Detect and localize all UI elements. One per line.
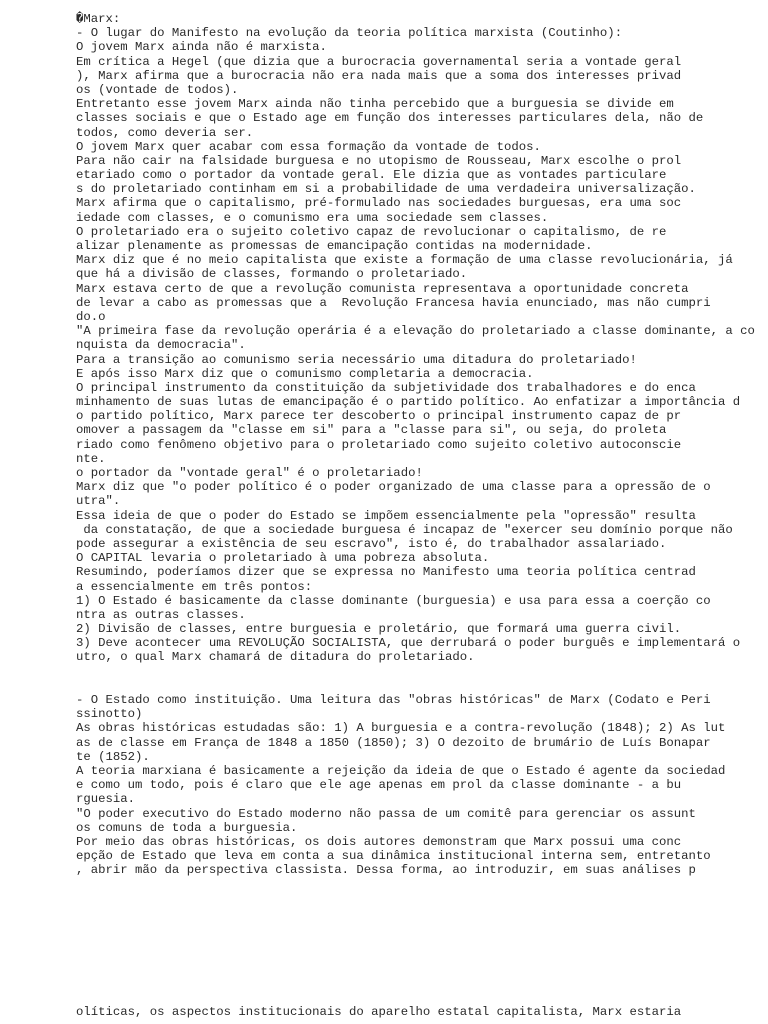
text-line: nquista da democracia".	[76, 338, 246, 353]
text-line: "O poder executivo do Estado moderno não passa de um comitê para gerenciar os assunt	[76, 806, 696, 821]
text-line: pode assegurar a existência de seu escravo", isto é, do trabalhador assalariado.	[76, 536, 667, 551]
text-line: As obras históricas estudadas são: 1) A burguesia e a contra-revolução (1848); 2) As lut	[76, 721, 726, 736]
text-line: utra".	[76, 494, 121, 509]
text-line: da constatação, de que a sociedade burguesa é incapaz de "exercer seu domínio porque não	[76, 522, 733, 537]
text-line: E após isso Marx diz que o comunismo completaria a democracia.	[76, 366, 534, 381]
text-line: que há a divisão de classes, formando o proletariado.	[76, 267, 468, 282]
document-body	[76, 12, 768, 877]
text-line: "A primeira fase da revolução operária é a elevação do proletariado a classe dominante, a co	[76, 324, 755, 339]
text-line: rguesia.	[76, 792, 136, 807]
text-line: Resumindo, poderíamos dizer que se expressa no Manifesto uma teoria política centrad	[76, 565, 696, 580]
text-line: omover a passagem da "classe em si" para a "classe para si", ou seja, do proleta	[76, 423, 667, 438]
text-line: etariado como o portador da vontade geral. Ele dizia que as vontades particulare	[76, 168, 667, 183]
text-line: 2) Divisão de classes, entre burguesia e proletário, que formará uma guerra civil.	[76, 622, 682, 637]
text-line: utro, o qual Marx chamará de ditadura do proletariado.	[76, 650, 475, 665]
text-line: riado como fenômeno objetivo para o proletariado como sujeito coletivo autoconscie	[76, 437, 682, 452]
text-line: 1) O Estado é basicamente da classe dominante (burguesia) e usa para essa a coerção co	[76, 593, 711, 608]
text-line: alizar plenamente as promessas de emancipação contidas na modernidade.	[76, 239, 593, 253]
text-line: Para a transição ao comunismo seria necessário uma ditadura do proletariado!	[76, 352, 637, 367]
text-line: nte.	[76, 451, 106, 466]
text-line: - O lugar do Manifesto na evolução da teoria política marxista (Coutinho):	[76, 26, 623, 41]
text-line: s do proletariado continham em si a probabilidade de uma verdadeira universalização.	[76, 182, 696, 197]
text-line: Marx diz que é no meio capitalista que existe a formação de uma classe revolucionária, já	[76, 253, 733, 268]
text-line: as de classe em França de 1848 a 1850 (1850); 3) O dezoito de brumário de Luís Bonapar	[76, 735, 711, 750]
text-line	[76, 665, 768, 679]
text-line: Essa ideia de que o poder do Estado se impõem essencialmente pela "opressão" resulta	[76, 508, 696, 523]
text-line: te (1852).	[76, 749, 150, 764]
text-line: 3) Deve acontecer uma REVOLUÇÃO SOCIALISTA, que derrubará o poder burguês e implementará o	[76, 636, 741, 651]
text-line: �Marx:	[76, 12, 121, 26]
text-line: O proletariado era o sujeito coletivo capaz de revolucionar o capitalismo, de re	[76, 224, 667, 239]
text-line: ), Marx afirma que a burocracia não era nada mais que a soma dos interesses privad	[76, 68, 682, 83]
text-line: A teoria marxiana é basicamente a rejeição da ideia de que o Estado é agente da sociedad	[76, 763, 726, 778]
text-line: iedade com classes, e o comunismo era uma sociedade sem classes.	[76, 210, 549, 225]
text-line: Marx afirma que o capitalismo, pré-formulado nas sociedades burguesas, era uma soc	[76, 196, 682, 211]
text-line: Marx diz que "o poder político é o poder organizado de uma classe para a opressão de o	[76, 480, 711, 495]
text-line: , abrir mão da perspectiva classista. Dessa forma, ao introduzir, em suas análises p	[76, 863, 696, 878]
text-line: de levar a cabo as promessas que a Revolução Francesa havia enunciado, mas não cumpri	[76, 295, 711, 310]
text-line: O principal instrumento da constituição da subjetividade dos trabalhadores e do enca	[76, 380, 696, 395]
text-line: - O Estado como instituição. Uma leitura das "obras históricas" de Marx (Codato e Peri	[76, 693, 711, 707]
text-line: Marx estava certo de que a revolução comunista representava a oportunidade concreta	[76, 281, 689, 296]
text-line: os (vontade de todos).	[76, 82, 239, 97]
text-line: Por meio das obras históricas, os dois autores demonstram que Marx possui uma conc	[76, 834, 682, 849]
text-line: todos, como deveria ser.	[76, 125, 254, 140]
document-tail-line: olíticas, os aspectos institucionais do aparelho estatal capitalista, Marx estaria	[76, 1005, 682, 1019]
text-line: classes sociais e que o Estado age em função dos interesses particulares dela, não de	[76, 111, 704, 126]
text-line: minhamento de suas lutas de emancipação é o partido político. Ao enfatizar a importância d	[76, 395, 741, 410]
text-line: O CAPITAL levaria o proletariado à uma pobreza absoluta.	[76, 551, 490, 566]
text-line: ntra as outras classes.	[76, 607, 246, 622]
text-line: do.o	[76, 309, 106, 324]
text-line: O jovem Marx ainda não é marxista.	[76, 40, 327, 55]
text-line: Em crítica a Hegel (que dizia que a burocracia governamental seria a vontade geral	[76, 54, 682, 69]
text-line: epção de Estado que leva em conta a sua dinâmica institucional interna sem, entretanto	[76, 849, 711, 864]
text-line: a essencialmente em três pontos:	[76, 579, 313, 594]
text-line: o partido político, Marx parece ter descoberto o principal instrumento capaz de pr	[76, 409, 682, 424]
text-line: O jovem Marx quer acabar com essa formação da vontade de todos.	[76, 139, 541, 154]
text-line: ssinotto)	[76, 707, 143, 722]
text-line: e como um todo, pois é claro que ele age apenas em prol da classe dominante - a bu	[76, 778, 682, 793]
text-line: Entretanto esse jovem Marx ainda não tinha percebido que a burguesia se divide em	[76, 97, 674, 112]
text-line	[76, 679, 768, 693]
text-line: o portador da "vontade geral" é o proletariado!	[76, 466, 423, 480]
text-line: os comuns de toda a burguesia.	[76, 820, 298, 835]
text-line: Para não cair na falsidade burguesa e no utopismo de Rousseau, Marx escolhe o prol	[76, 153, 682, 168]
